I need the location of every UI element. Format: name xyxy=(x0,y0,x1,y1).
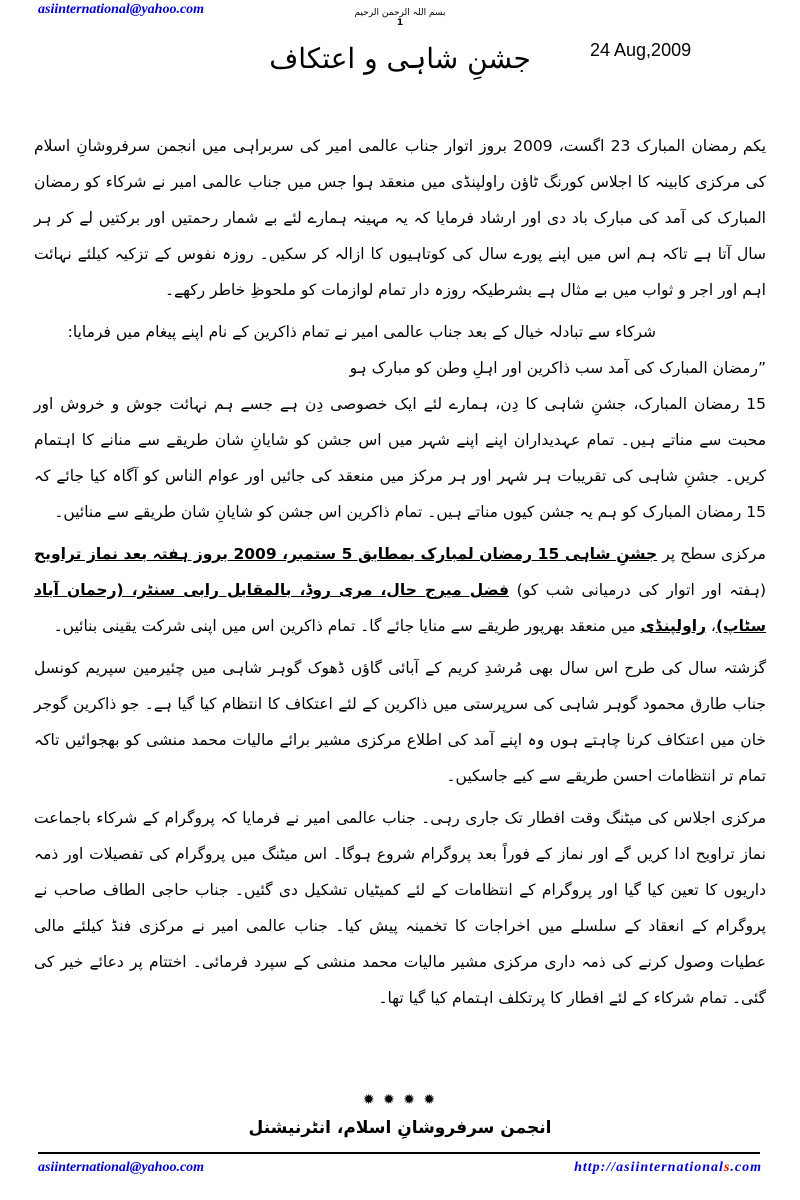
page-number: 1 xyxy=(396,18,404,28)
paragraph-quote-start: ”رمضان المبارک کی آمد سب ذاکرین اور اہلِ وطن کو مبارک ہو xyxy=(349,359,766,377)
url-highlight-letter: s xyxy=(723,1160,731,1175)
paragraph-meeting-summary: مرکزی اجلاس کی میٹنگ وقت افطار تک جاری رہی۔ جناب عالمی امیر نے فرمایا کہ پروگرام کے شرکاء باجماعت نماز تراویح ادا کریں گے اور نماز کے فوراً بعد پروگرام شروع ہوگا۔ اس میٹنگ میں پروگرام کی تفصیلات اور ذمہ داریوں کا تعین کیا گیا اور پروگرام کے انتظامات کے لئے کمیٹیاں تشکیل دی گئیں۔ جناب حاجی الطاف صاحب نے پروگرام کے انعقاد کے سلسلے میں اخراجات کا تخمینہ پیش کیا۔ جناب عالمی امیر نے مرکزی فنڈ کیلئے مالی عطیات وصول کرنے کی ذمہ داری مرکزی مشیر مالیات محمد منشی کے سپرد فرمائی۔ اختتام پر دعائے خیر کی گئی۔ تمام شرکاء کے لئے افطار کا پرتکلف اہتمام کیا گیا تھا۔ xyxy=(34,809,766,1007)
paragraph-jashn-shahi: 15 رمضان المبارک، جشنِ شاہی کا دِن، ہمارے لئے ایک خصوصی دِن ہے جسے ہم نہائت جوش و خروش اور محبت سے مناتے ہیں۔ تمام عہدیداران اپنے اپنے شہر میں اس جشن کو شایانِ شان طریقے سے منانے کا اہتمام کریں۔ جشنِ شاہی کی تقریبات ہر شہر اور ہر مرکز میں منعقد کی جائیں اور عوام الناس کو آگاہ کیا جائے کہ 15 رمضان المبارک کو ہم یہ جشن کیوں مناتے ہیں۔ تمام ذاکرین اس جشن کو شایانِ شان طریقے سے منائیں۔ xyxy=(34,395,766,521)
star-divider-icon: ✹ ✹ ✹ ✹ xyxy=(362,1092,438,1108)
event-date-highlight: جشنِ شاہی 15 رمضان لمبارک بمطابق 5 ستمبر، 2009 بروز ہفتہ بعد نماز تراویح xyxy=(34,545,658,563)
footer-organization-name: انجمن سرفروشانِ اسلام، انٹرنیشنل xyxy=(248,1118,552,1138)
paragraph-opening: یکم رمضان المبارک 23 اگست، 2009 بروز اتوار جناب عالمی امیر کی سربراہی میں انجمن سرفروشانِ اسلام کی مرکزی کابینہ کا اجلاس کورنگ ٹاؤن راولپنڈی میں منعقد ہوا جس میں جناب عالمی امیر نے شرکاء کو رمضان المبارک کی آمد کی مبارک باد دی اور ارشاد فرمایا کہ یہ مہینہ ہمارے لئے بے شمار رحمتیں اور برکتیں لے کر ہر سال آتا ہے تاکہ ہم اس میں اپنے پورے سال کی کوتاہیوں کا ازالہ کر سکیں۔ روزہ نفوس کے تزکیہ کیلئے نہائت اہم اور اجر و ثواب میں بے مثال ہے بشرطیکہ روزہ دار تمام لوازمات کو ملحوظِ خاطر رکھے۔ xyxy=(34,137,767,299)
document-date: 24 Aug,2009 xyxy=(590,40,692,60)
event-separator: ، xyxy=(706,617,716,635)
bismillah-text: بسم اللہ الرحمن الرحیم xyxy=(354,8,446,18)
event-city-highlight: راولپنڈی xyxy=(640,617,706,635)
url-suffix: .com xyxy=(730,1160,762,1175)
event-night-note: (ہفتہ اور اتوار کی درمیانی شب کو) xyxy=(509,581,766,599)
paragraph-central-event xyxy=(34,536,766,644)
event-venue-highlight: فضل میرج حال، مری روڈ، بالمقابل رابی سنٹر، (رحمان آباد سٹاپ) xyxy=(34,581,766,635)
event-closing: میں منعقد بھرپور طریقے سے منایا جائے گا۔ تمام ذاکرین اس میں اپنی شرکت یقینی بنائیں۔ xyxy=(53,617,641,635)
article-body xyxy=(34,128,766,1016)
document-title: جشنِ شاہی و اعتکاف xyxy=(269,42,531,75)
footer-email-link[interactable]: asiinternational@yahoo.com xyxy=(38,1160,205,1175)
url-prefix: http://asiinternational xyxy=(574,1160,724,1175)
paragraph-itikaf: گزشتہ سال کی طرح اس سال بھی مُرشدِ کریم کے آبائی گاؤں ڈھوک گوہر شاہی میں چئیرمین سپریم کونسل جناب طارق محمود گوہر شاہی کی سرپرستی میں ذاکرین کے لئے اعتکاف کا انتظام کیا گیا ہے۔ جو ذاکرین گوجر خان میں اعتکاف کرنا چاہتے ہوں وہ اپنے آمد کی اطلاع مرکزی مشیر برائے مالیات محمد منشی کو بھجوائیں تاکہ تمام تر انتظامات احسن طریقے سے کیے جاسکیں۔ xyxy=(34,659,766,785)
footer-divider-line xyxy=(38,1152,760,1154)
header-email[interactable]: asiinternational@yahoo.com xyxy=(38,2,205,17)
bismillah-heading xyxy=(348,8,452,28)
paragraph-message-intro: شرکاء سے تبادلہ خیال کے بعد جناب عالمی امیر نے تمام ذاکرین کے نام اپنے پیغام میں فرمایا: xyxy=(67,323,656,341)
footer-website-link[interactable] xyxy=(574,1160,762,1176)
event-intro: مرکزی سطح پر xyxy=(657,545,766,563)
